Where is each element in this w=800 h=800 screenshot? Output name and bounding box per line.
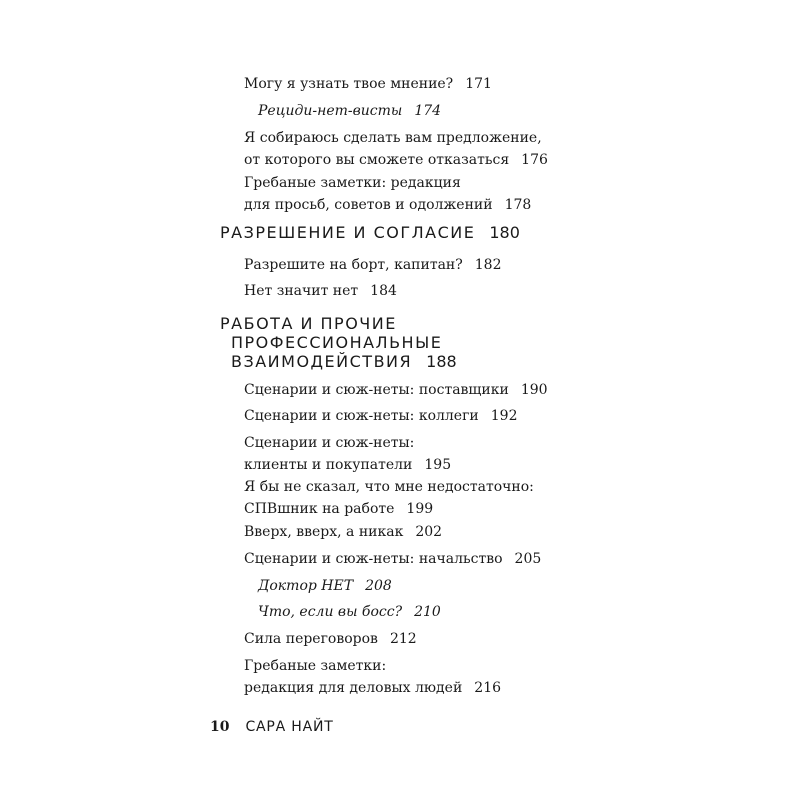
entry-page-number: 195: [424, 457, 452, 473]
entry-title-line: Гребаные заметки:: [244, 658, 387, 674]
toc-entry: [244, 127, 548, 171]
toc-entry: [244, 548, 541, 570]
entry-page-number: 212: [389, 631, 417, 647]
entry-title: Сила переговоров: [244, 631, 378, 647]
footer-page-number: 10: [210, 719, 230, 735]
entry-page-number: 184: [370, 283, 397, 299]
toc-entry: [244, 73, 492, 95]
entry-title: Могу я узнать твое мнение?: [244, 76, 454, 92]
toc-subentry: [258, 100, 441, 122]
page-footer: [210, 718, 334, 737]
entry-page-number: 199: [406, 501, 434, 517]
entry-page-number: 192: [490, 408, 518, 424]
entry-title-line: редакция для деловых людей: [244, 680, 463, 696]
entry-page-number: 182: [474, 257, 502, 273]
entry-title: Вверх, вверх, а никак: [244, 524, 404, 540]
toc-entry: [244, 280, 397, 302]
toc-section-heading: [220, 314, 457, 371]
entry-page-number: 176: [521, 152, 548, 168]
toc-entry: [244, 254, 502, 276]
entry-title-line: Я бы не сказал, что мне недостаточно:: [244, 479, 534, 495]
entry-title-line: СПВшник на работе: [244, 501, 395, 517]
entry-page-number: 216: [474, 680, 502, 696]
toc-entry: [244, 432, 451, 476]
entry-page-number: 190: [520, 382, 548, 398]
entry-page-number: 171: [465, 76, 492, 92]
entry-title: Рециди-нет-висты: [258, 103, 403, 119]
toc-subentry: [258, 601, 441, 623]
toc-entry: [244, 172, 531, 216]
entry-title-line: от которого вы сможете отказаться: [244, 152, 510, 168]
entry-title-line: Сценарии и сюж-неты:: [244, 435, 415, 451]
section-page-number: 180: [489, 223, 520, 242]
entry-title-line: Я собираюсь сделать вам предложение,: [244, 130, 542, 146]
section-title-line: ВЗАИМОДЕЙСТВИЯ: [231, 352, 413, 371]
entry-title-line: Гребаные заметки: редакция: [244, 175, 461, 191]
running-author: САРА НАЙТ: [245, 719, 334, 735]
entry-title: Доктор НЕТ: [258, 578, 354, 594]
entry-page-number: 202: [415, 524, 443, 540]
toc-entry: [244, 521, 442, 543]
toc-entry: [244, 476, 534, 520]
entry-page-number: 174: [414, 103, 442, 119]
section-title-line: РАБОТА И ПРОЧИЕ: [220, 314, 397, 333]
toc-entry: [244, 655, 501, 699]
section-title: РАЗРЕШЕНИЕ И СОГЛАСИЕ: [220, 223, 476, 242]
entry-page-number: 210: [414, 604, 441, 620]
section-title-line: ПРОФЕССИОНАЛЬНЫЕ: [231, 333, 443, 352]
entry-title: Нет значит нет: [244, 283, 359, 299]
toc-entry: [244, 405, 518, 427]
entry-title-line: клиенты и покупатели: [244, 457, 413, 473]
entry-page-number: 205: [514, 551, 542, 567]
toc-subentry: [258, 575, 392, 597]
toc-entry: [244, 379, 548, 401]
entry-page-number: 178: [504, 197, 532, 213]
entry-title: Что, если вы босс?: [258, 604, 403, 620]
entry-title: Разрешите на борт, капитан?: [244, 257, 463, 273]
toc-section-heading: [220, 223, 520, 242]
entry-title: Сценарии и сюж-неты: коллеги: [244, 408, 479, 424]
entry-title-line: для просьб, советов и одолжений: [244, 197, 493, 213]
entry-title: Сценарии и сюж-неты: начальство: [244, 551, 503, 567]
entry-title: Сценарии и сюж-неты: поставщики: [244, 382, 509, 398]
entry-page-number: 208: [365, 578, 392, 594]
section-page-number: 188: [426, 352, 457, 371]
toc-entry: [244, 628, 417, 650]
